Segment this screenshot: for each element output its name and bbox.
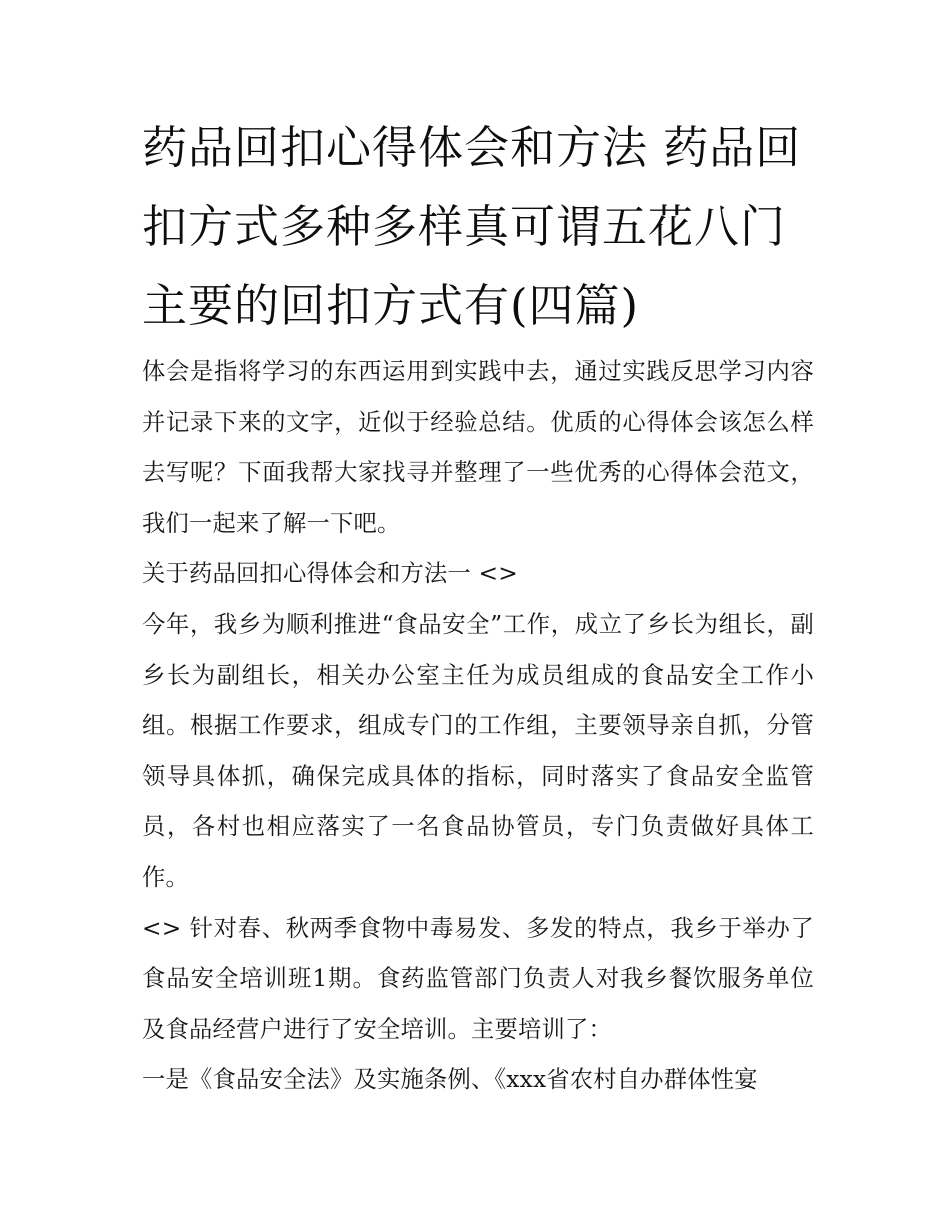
document-content bbox=[142, 108, 814, 1106]
paragraph-intro: 体会是指将学习的东西运用到实践中去，通过实践反思学习内容并记录下来的文字，近似于经验总结。优质的心得体会该怎么样去写呢？下面我帮大家找寻并整理了一些优秀的心得体会范文，我们一起来了解一下吧。 bbox=[142, 358, 814, 537]
paragraph: 一是《食品安全法》及实施条例、《xxx省农村自办群体性宴 bbox=[142, 1066, 758, 1094]
document-title: 药品回扣心得体会和方法 药品回扣方式多种多样真可谓五花八门主要的回扣方式有(四篇) bbox=[142, 121, 802, 332]
section-heading: 关于药品回扣心得体会和方法一 <> bbox=[142, 560, 519, 588]
document-body bbox=[142, 347, 814, 1106]
paragraph: <> 针对春、秋两季食物中毒易发、多发的特点，我乡于举办了食品安全培训班1期。食药监管部门负责人对我乡餐饮服务单位及食品经营户进行了安全培训。主要培训了： bbox=[142, 914, 814, 1043]
paragraph: 今年，我乡为顺利推进“食品安全”工作，成立了乡长为组长，副乡长为副组长，相关办公室主任为成员组成的食品安全工作小组。根据工作要求，组成专门的工作组，主要领导亲自抓，分管领导具体抓，确保完成具体的指标，同时落实了食品安全监管员，各村也相应落实了一名食品协管员，专门负责做好具体工作。 bbox=[142, 610, 814, 891]
